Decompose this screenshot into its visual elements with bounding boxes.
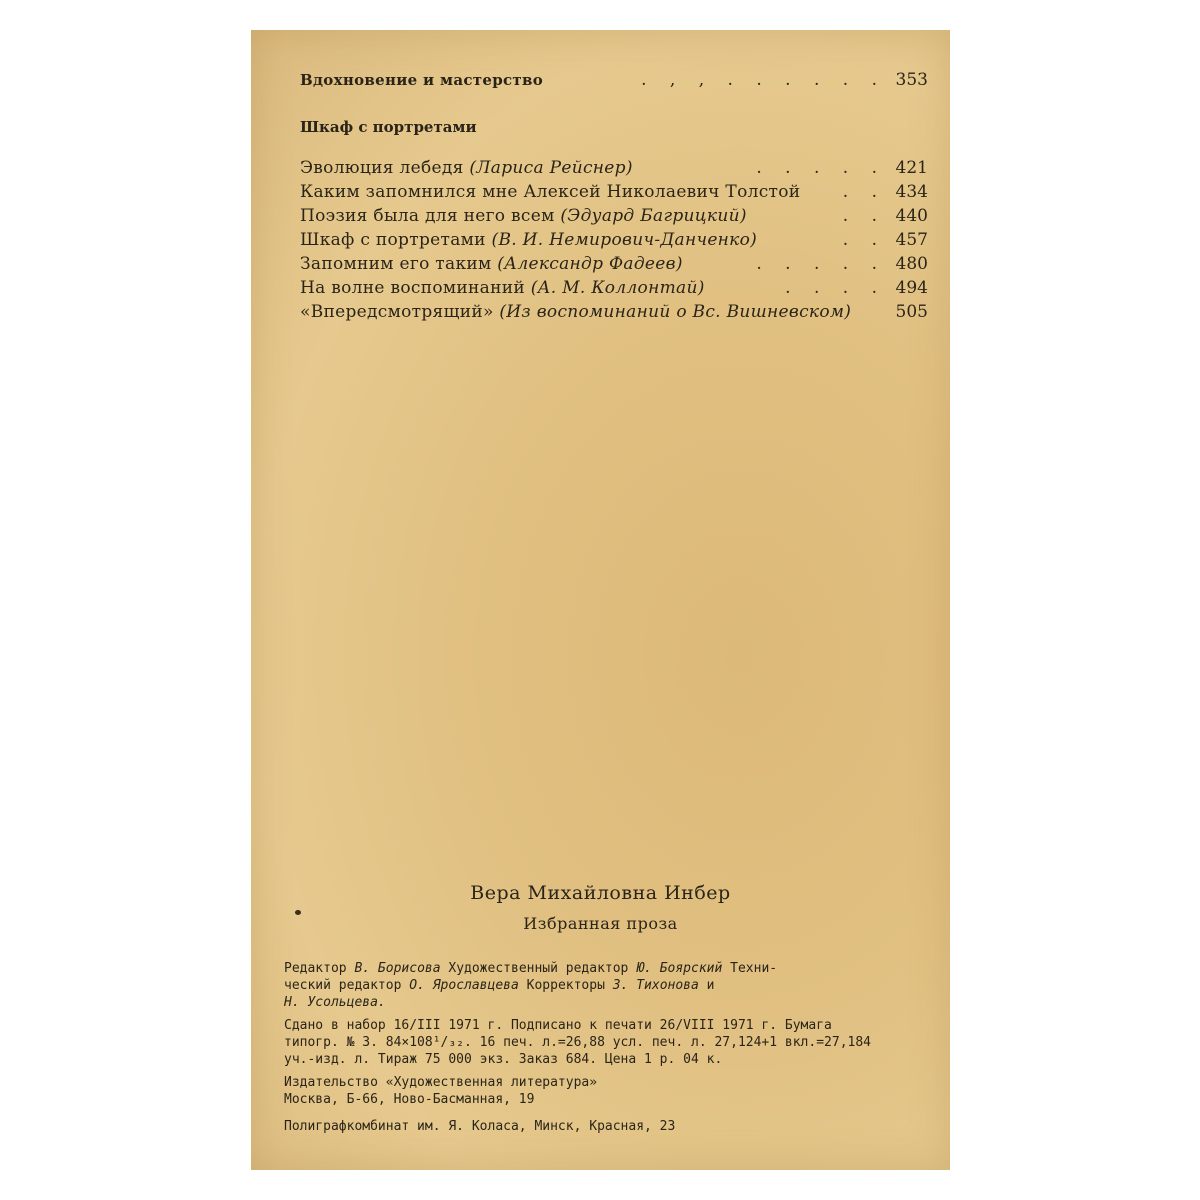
toc-page-number: 505 xyxy=(895,302,928,322)
section-title: Шкаф с портретами xyxy=(300,118,477,136)
credits-block xyxy=(284,960,924,1011)
toc-entry-title: Вдохновение и мастерство xyxy=(300,71,544,89)
credits-line: Н. Усольцева. xyxy=(284,995,386,1010)
print-info-line: типогр. № 3. 84×108¹/₃₂. 16 печ. л.=26,88 усл. печ. л. 27,124+1 вкл.=27,184 xyxy=(284,1035,871,1050)
toc-entry-author: (Эдуард Багрицкий) xyxy=(560,206,747,226)
toc-page-number: 480 xyxy=(895,254,928,274)
toc-leader-dots: . . . . xyxy=(785,278,886,298)
toc-entry-title: На волне воспоминаний xyxy=(300,278,525,298)
toc-leader-dots: . . . . . xyxy=(756,158,886,178)
colophon-author: Вера Михайловна Инбер xyxy=(470,882,731,904)
toc-entry-title: Запомним его таким xyxy=(300,254,492,274)
print-info-line: Сдано в набор 16/III 1971 г. Подписано к печати 26/VIII 1971 г. Бумага xyxy=(284,1018,832,1033)
toc-page-number: 353 xyxy=(895,70,928,90)
print-info-line: уч.-изд. л. Тираж 75 000 экз. Заказ 684. Цена 1 р. 04 к. xyxy=(284,1052,723,1067)
toc-entry-author: (Из воспоминаний о Вс. Вишневском) xyxy=(499,302,852,322)
toc-entry-title: Каким запомнился мне Алексей Николаевич Толстой xyxy=(300,182,801,202)
toc-entry xyxy=(300,230,928,256)
publisher-block xyxy=(284,1074,924,1108)
toc-entry xyxy=(300,70,928,96)
book-page xyxy=(251,30,950,1170)
toc-page-number: 494 xyxy=(895,278,928,298)
toc-entry-author: (Александр Фадеев) xyxy=(497,254,683,274)
toc-entry-title: Поэзия была для него всем xyxy=(300,206,555,226)
toc-page-number: 457 xyxy=(895,230,928,250)
toc-page-number: 440 xyxy=(895,206,928,226)
toc-leader-dots: . . xyxy=(842,230,886,250)
toc-entry-title: Эволюция лебедя xyxy=(300,158,464,178)
credits-line: Редактор В. Борисова Художественный редактор Ю. Боярский Техни- xyxy=(284,961,778,976)
toc-entry-author: (А. М. Коллонтай) xyxy=(530,278,705,298)
toc-entry xyxy=(300,182,928,208)
toc-leader-dots: . . . . . xyxy=(756,254,886,274)
printer-line: Полиграфкомбинат им. Я. Коласа, Минск, Красная, 23 xyxy=(284,1119,676,1134)
toc-page-number: 421 xyxy=(895,158,928,178)
toc-entry-author: (В. И. Немирович-Данченко) xyxy=(491,230,758,250)
publisher-line: Издательство «Художественная литература» xyxy=(284,1075,598,1090)
toc-page-number: 434 xyxy=(895,182,928,202)
toc-leader-dots: . . xyxy=(842,206,886,226)
toc-entry-author: (Лариса Рейснер) xyxy=(469,158,633,178)
credits-line: ческий редактор О. Ярославцева Корректоры З. Тихонова и xyxy=(284,978,715,993)
print-info-block xyxy=(284,1017,924,1068)
colophon-book-title: Избранная проза xyxy=(523,914,678,933)
publisher-line: Москва, Б-66, Ново-Басманная, 19 xyxy=(284,1092,535,1107)
toc-entry-title: Шкаф с портретами xyxy=(300,230,486,250)
toc-entry xyxy=(300,158,928,184)
toc-leader-dots: . , , . . . . . . xyxy=(641,70,886,90)
toc-entry xyxy=(300,206,928,232)
toc-entry xyxy=(300,302,928,328)
toc-leader-dots: . . xyxy=(842,182,886,202)
toc-entry xyxy=(300,254,928,280)
toc-entry xyxy=(300,278,928,304)
toc-entry-title: «Впередсмотрящий» xyxy=(300,302,494,322)
